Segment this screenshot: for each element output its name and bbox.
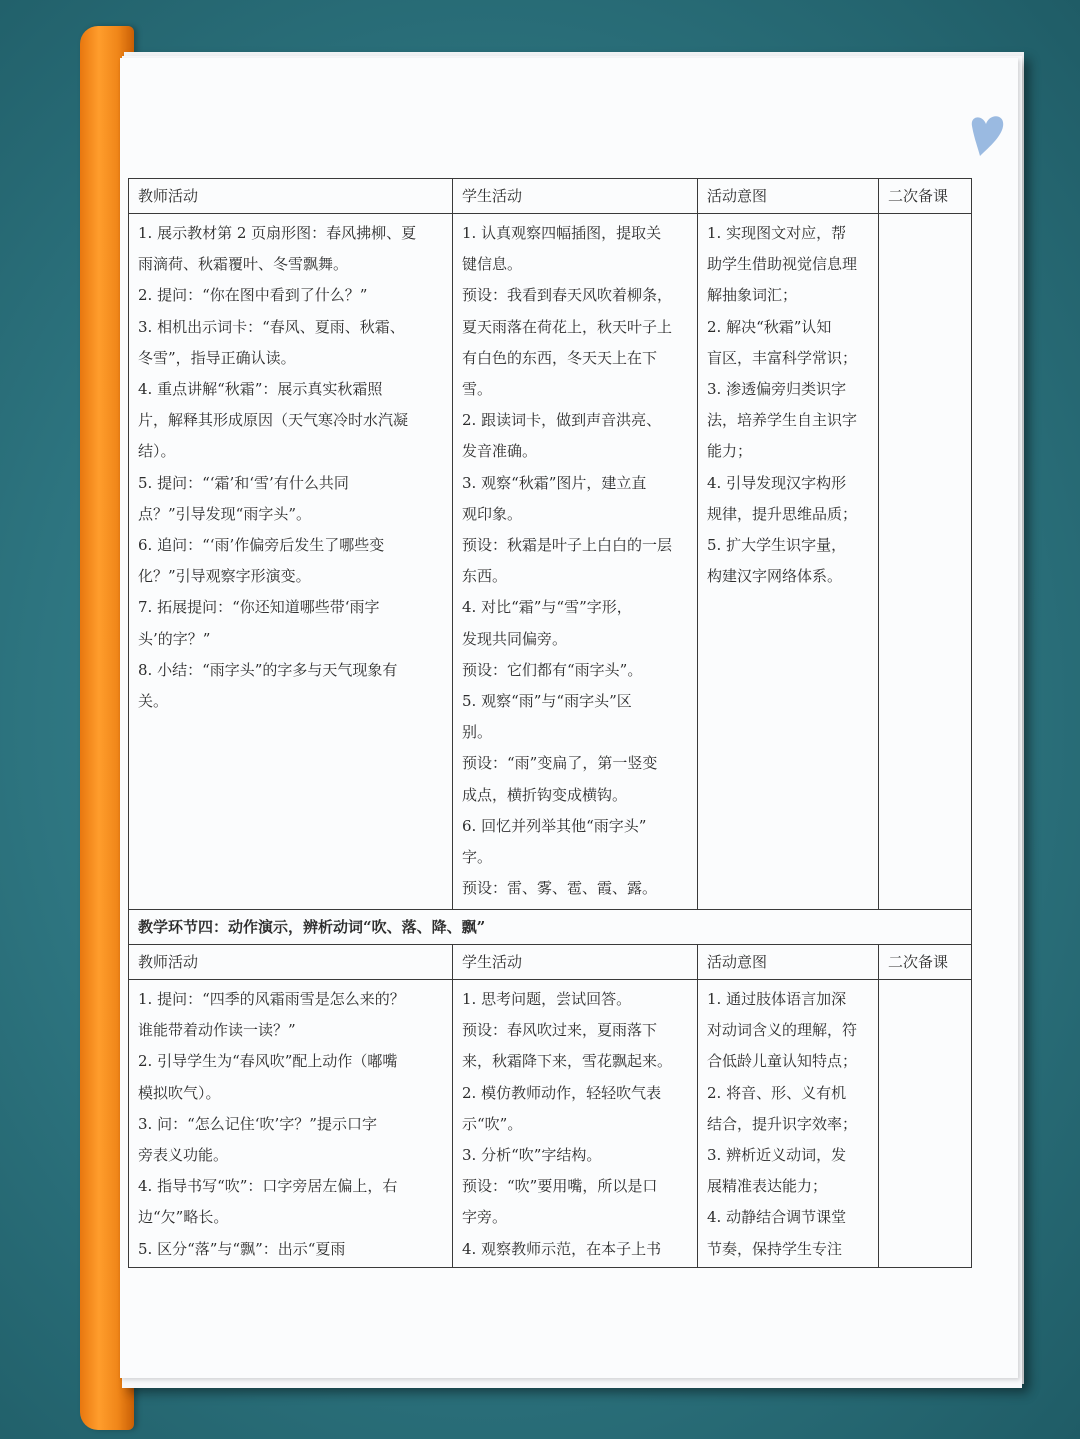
text-line: 观印象。 (462, 504, 523, 523)
text-line: 预设：它们都有“雨字头”。 (462, 660, 643, 679)
secondary-prep-cell (879, 980, 972, 1268)
text-line: 5. 区分“落”与“飘”：出示“夏雨 (138, 1239, 346, 1258)
text-line: 1. 实现图文对应，帮 (707, 224, 847, 242)
text-line: 旁表义功能。 (138, 1146, 229, 1165)
text-line: 2. 模仿教师动作，轻轻吹气表 (462, 1083, 662, 1102)
text-line: 冬雪”，指导正确认读。 (138, 348, 296, 367)
text-line: 规律，提升思维品质； (707, 504, 858, 523)
text-line: 4. 指导书写“吹”：口字旁居左偏上，右 (138, 1177, 398, 1196)
text-line: 预设：雷、雾、雹、霞、露。 (462, 879, 658, 898)
text-line: 合低龄儿童认知特点； (707, 1052, 858, 1071)
text-line: 成点，横折钩变成横钩。 (462, 785, 628, 804)
text-line: 1. 认真观察四幅插图，提取关 (462, 224, 662, 242)
text-line: 6. 回忆并列举其他“雨字头” (462, 816, 647, 835)
text-line: 7. 拓展提问：“你还知道哪些带‘雨字 (138, 598, 380, 617)
text-line: 3. 问：“怎么记住‘吹’字？”提示口字 (138, 1114, 377, 1133)
text-line: 键信息。 (462, 255, 523, 274)
text-line: 能力； (707, 442, 753, 461)
text-line: 头’的字？” (138, 629, 211, 648)
text-line: 片，解释其形成原因（天气寒冷时水汽凝 (138, 411, 409, 430)
table-header-row (129, 179, 972, 214)
table-header-row (129, 945, 972, 980)
text-line: 预设：我看到春天风吹着柳条， (462, 286, 673, 305)
text-line: 3. 辨析近义动词，发 (707, 1146, 847, 1165)
header-secondary-prep: 二次备课 (879, 179, 972, 214)
text-line: 6. 追问：“‘雨’作偏旁后发生了哪些变 (138, 536, 385, 555)
text-line: 2. 跟读词卡，做到声音洪亮、 (462, 411, 662, 430)
text-line: 1. 提问：“四季的风霜雨雪是怎么来的？ (138, 990, 405, 1008)
text-line: 2. 提问：“你在图中看到了什么？” (138, 286, 368, 305)
text-line: 3. 渗透偏旁归类识字 (707, 380, 847, 399)
text-line: 3. 相机出示词卡：“春风、夏雨、秋霜、 (138, 317, 405, 336)
teacher-activity-cell (129, 214, 453, 910)
header-student-activity: 学生活动 (453, 945, 698, 980)
text-line: 4. 重点讲解“秋霜”：展示真实秋霜照 (138, 380, 383, 399)
text-line: 发现共同偏旁。 (462, 629, 568, 648)
text-line: 化？”引导观察字形演变。 (138, 567, 311, 586)
text-line: 夏天雨落在荷花上，秋天叶子上 (462, 317, 673, 336)
text-line: 5. 观察“雨”与“雨字头”区 (462, 692, 632, 711)
text-line: 展精准表达能力； (707, 1177, 828, 1196)
lesson-plan-table (128, 178, 972, 1268)
text-line: 对动词含义的理解，符 (707, 1021, 858, 1040)
text-line: 解抽象词汇； (707, 286, 798, 305)
header-teacher-activity: 教师活动 (129, 179, 453, 214)
table-row (129, 214, 972, 910)
text-line: 节奏，保持学生专注 (707, 1239, 843, 1258)
student-activity-cell (453, 214, 698, 910)
text-line: 4. 引导发现汉字构形 (707, 473, 847, 492)
section-title: 教学环节四：动作演示，辨析动词“吹、落、降、飘” (129, 910, 972, 945)
text-line: 雪。 (462, 380, 493, 399)
header-secondary-prep: 二次备课 (879, 945, 972, 980)
text-line: 2. 引导学生为“春风吹”配上动作（嘟嘴 (138, 1052, 398, 1071)
text-line: 模拟吹气）。 (138, 1083, 221, 1102)
text-line: 结合，提升识字效率； (707, 1114, 858, 1133)
text-line: 1. 展示教材第 2 页扇形图：春风拂柳、夏 (138, 224, 417, 242)
teacher-activity-cell (129, 980, 453, 1268)
text-line: 2. 将音、形、义有机 (707, 1083, 847, 1102)
text-line: 3. 分析“吹”字结构。 (462, 1146, 602, 1165)
text-line: 发音准确。 (462, 442, 538, 461)
text-line: 3. 观察“秋霜”图片，建立直 (462, 473, 647, 492)
activity-intent-cell (698, 980, 879, 1268)
text-line: 字旁。 (462, 1208, 508, 1227)
activity-intent-cell (698, 214, 879, 910)
text-line: 有白色的东西，冬天天上在下 (462, 348, 658, 367)
header-teacher-activity: 教师活动 (129, 945, 453, 980)
secondary-prep-cell (879, 214, 972, 910)
text-line: 雨滴荷、秋霜覆叶、冬雪飘舞。 (138, 255, 349, 274)
text-line: 来，秋霜降下来，雪花飘起来。 (462, 1052, 673, 1071)
text-line: 法，培养学生自主识字 (707, 411, 858, 430)
text-line: 关。 (138, 692, 169, 711)
text-line: 8. 小结：“雨字头”的字多与天气现象有 (138, 660, 398, 679)
text-line: 预设：“雨”变扁了，第一竖变 (462, 754, 658, 773)
header-activity-intent: 活动意图 (698, 945, 879, 980)
text-line: 5. 提问：“‘霜’和‘雪’有什么共同 (138, 473, 349, 492)
student-activity-cell (453, 980, 698, 1268)
text-line: 预设：春风吹过来，夏雨落下 (462, 1021, 658, 1040)
text-line: 构建汉字网络体系。 (707, 567, 843, 586)
header-student-activity: 学生活动 (453, 179, 698, 214)
text-line: 1. 通过肢体语言加深 (707, 990, 847, 1008)
text-line: 结）。 (138, 442, 176, 461)
text-line: 示“吹”。 (462, 1114, 523, 1133)
text-line: 4. 对比“霜”与“雪”字形， (462, 598, 632, 617)
text-line: 4. 观察教师示范，在本子上书 (462, 1239, 662, 1258)
header-activity-intent: 活动意图 (698, 179, 879, 214)
text-line: 谁能带着动作读一读？” (138, 1021, 296, 1040)
text-line: 点？”引导发现“雨字头”。 (138, 504, 312, 523)
heart-icon (964, 108, 1024, 168)
text-line: 字。 (462, 848, 493, 867)
text-line: 预设：秋霜是叶子上白白的一层 (462, 536, 673, 555)
table-row (129, 980, 972, 1268)
text-line: 东西。 (462, 567, 508, 586)
text-line: 4. 动静结合调节课堂 (707, 1208, 847, 1227)
text-line: 2. 解决“秋霜”认知 (707, 317, 832, 336)
text-line: 别。 (462, 723, 493, 742)
text-line: 5. 扩大学生识字量， (707, 536, 847, 555)
text-line: 助学生借助视觉信息理 (707, 255, 858, 274)
text-line: 盲区，丰富科学常识； (707, 348, 858, 367)
text-line: 1. 思考问题，尝试回答。 (462, 990, 632, 1008)
section-title-row (129, 910, 972, 945)
text-line: 边“欠”略长。 (138, 1208, 229, 1227)
text-line: 预设：“吹”要用嘴，所以是口 (462, 1177, 658, 1196)
